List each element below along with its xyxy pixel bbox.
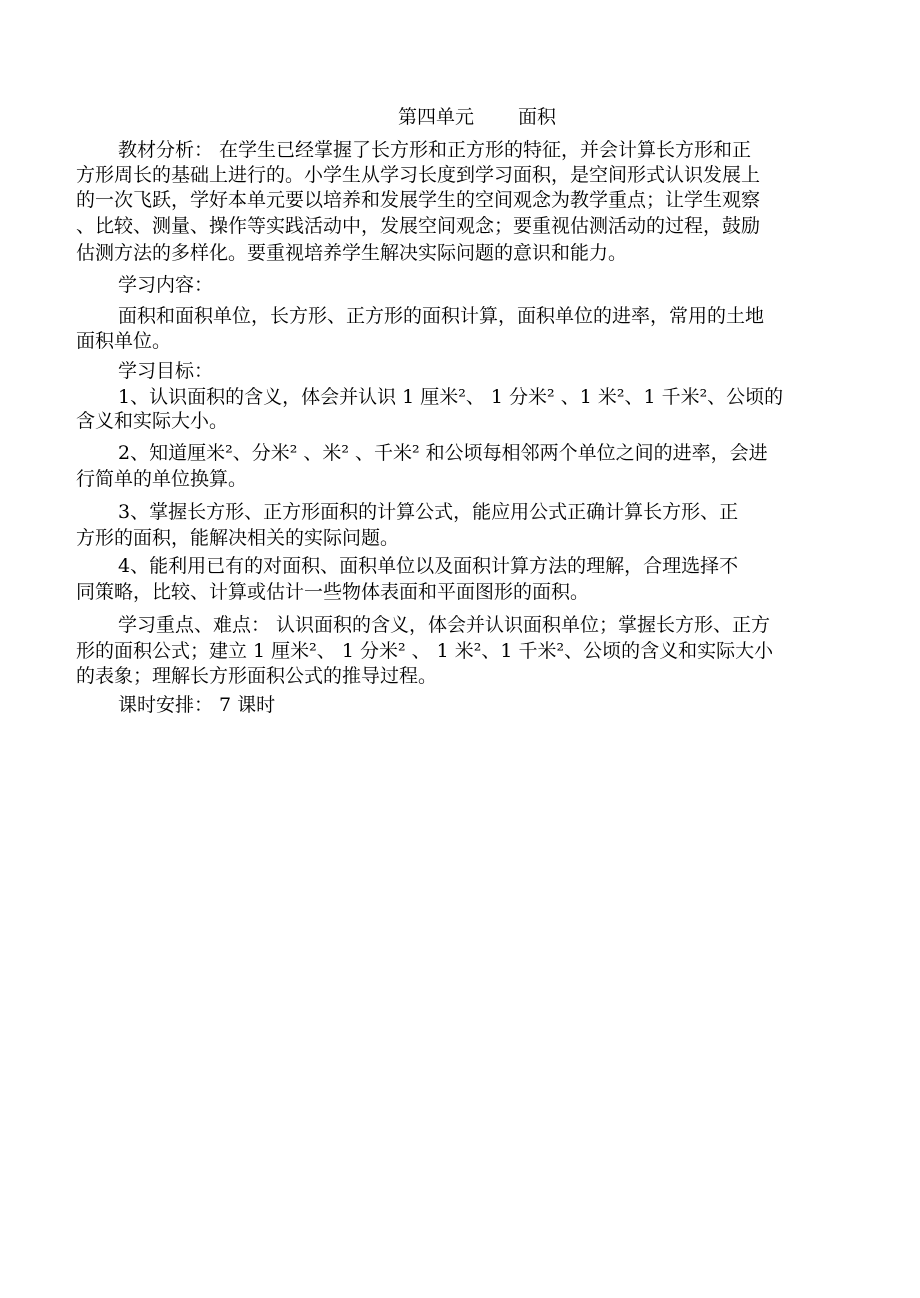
text-line: 估测方法的多样化。要重视培养学生解决实际问题的意识和能力。 [76,242,628,264]
page-title: 第四单元 面积 [398,106,557,128]
goal-item: 2、知道厘米²、分米² 、米² 、千米² 和公顷每相邻两个单位之间的进率，会进 [118,442,768,464]
goal-item: 3、掌握长方形、正方形面积的计算公式，能应用公式正确计算长方形、正 [118,501,739,523]
text-line: 的表象；理解长方形面积公式的推导过程。 [76,665,438,687]
text-line: 面积和面积单位，长方形、正方形的面积计算，面积单位的进率，常用的土地 [118,305,765,327]
text-line: 方形周长的基础上进行的。小学生从学习长度到学习面积，是空间形式认识发展上 [76,164,761,186]
goals-heading: 学习目标： [118,360,214,382]
goal-item: 4、能利用已有的对面积、面积单位以及面积计算方法的理解，合理选择不 [118,555,739,577]
goal-item-cont: 含义和实际大小。 [76,410,229,432]
text-line: 形的面积公式；建立 1 厘米²、 1 分米² 、 1 米²、1 千米²、公顷的含义和实际大小 [76,640,774,662]
goal-item-cont: 同策略，比较、计算或估计一些物体表面和平面图形的面积。 [76,581,590,603]
text-line: 学习重点、难点： 认识面积的含义，体会并认识面积单位；掌握长方形、正方 [118,614,771,636]
text-line: 的一次飞跃，学好本单元要以培养和发展学生的空间观念为教学重点；让学生观察 [76,189,761,211]
text-line: 面积单位。 [76,330,172,352]
text-line: 、比较、测量、操作等实践活动中，发展空间观念；要重视估测活动的过程，鼓励 [76,215,761,237]
content-heading: 学习内容： [118,274,214,296]
text-line: 教材分析： 在学生已经掌握了长方形和正方形的特征，并会计算长方形和正 [118,139,752,161]
goal-item-cont: 方形的面积，能解决相关的实际问题。 [76,527,400,549]
schedule: 课时安排： 7 课时 [118,694,276,716]
goal-item-cont: 行简单的单位换算。 [76,468,248,490]
goal-item: 1、认识面积的含义，体会并认识 1 厘米²、 1 分米² 、1 米²、1 千米²、公顷的 [118,386,784,408]
